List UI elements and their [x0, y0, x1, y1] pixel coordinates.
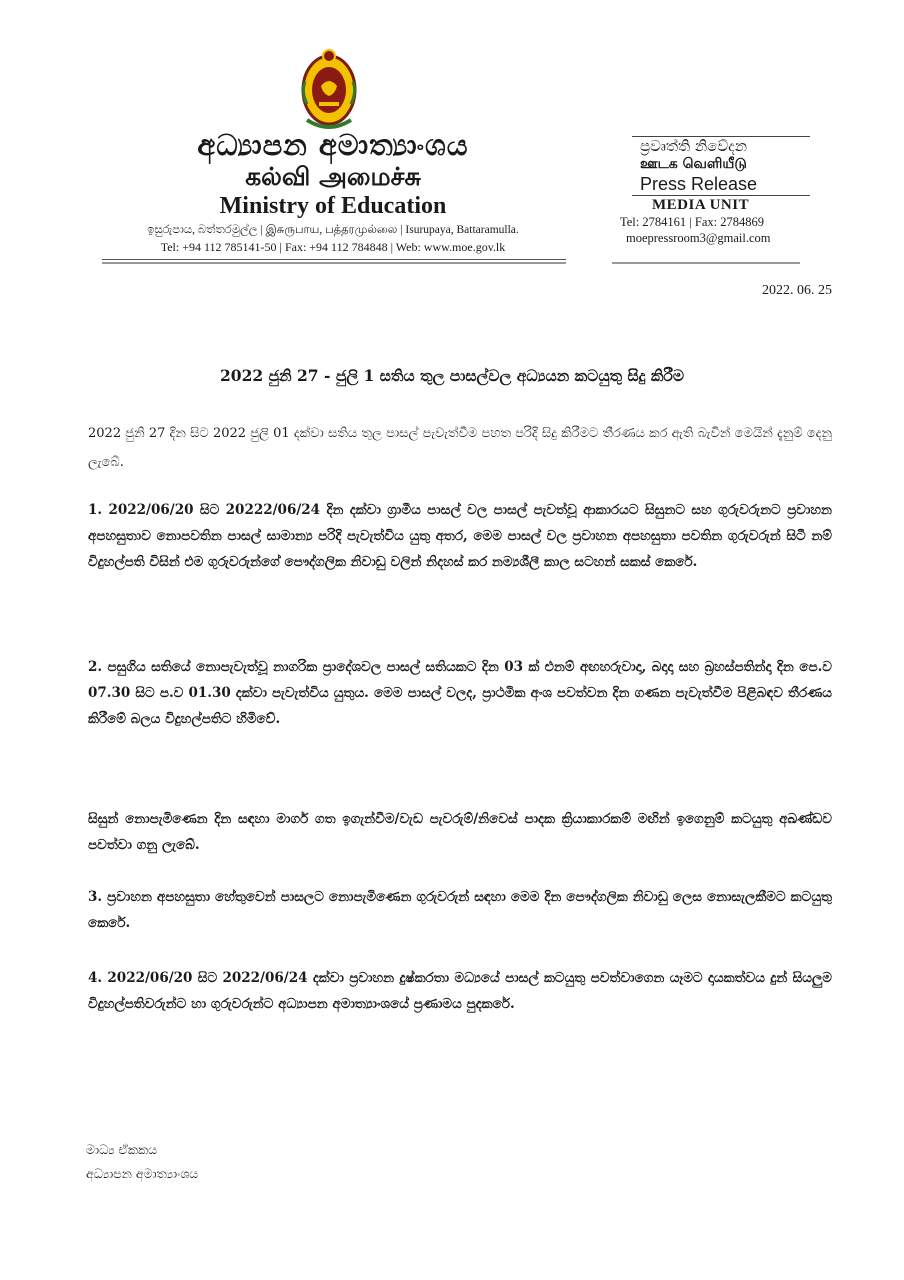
intro-paragraph: 2022 ජුනි 27 දින සිට 2022 ජුලි 01 දක්වා සතිය තුල පාසල් පැවැත්වීම පහත පරිදි සිදු කිරීමට තීරණය කර ඇති බැවින් මෙයින් දැනුම් දෙනු ලැබේ. — [88, 426, 832, 470]
press-label-sinhala: ප්‍රවෘත්ති නිවේදන — [640, 137, 748, 155]
signature-block — [86, 1138, 198, 1186]
release-date: 2022. 06. 25 — [762, 283, 832, 298]
sri-lanka-emblem-icon — [297, 42, 361, 132]
header-divider — [102, 259, 566, 260]
point-1: 1. 2022/06/20 සිට 20222/06/24 දින දක්වා ග්‍රාමීය පාසල් වල පාසල් පැවත්වූ ආකාරයට සිසුනට සහ ගුරුවරුනට ප්‍රවාහන අපහසුතාව නොපවතින පාසල් සාමාන්‍ය පරිදි පැවැත්විය යුතු අතර, මෙම පාසල් වල ප්‍රවාහන අපහසුතා පවතින ගුරුවරුන් සිටී නම් විදුහල්පති විසින් එම ගුරුවරුන්ගේ පෞද්ගලික නිවාඩු වලින් නිදහස් කර නම්‍යශීලී කාල සටහන් සකස් කෙරේ. — [88, 502, 832, 570]
ministry-address: ඉසුරුපාය, බත්තරමුල්ල | இசுருபாய, பத்தரமுல்லை | Isurupaya, Battaramulla. — [147, 224, 519, 236]
press-label-english: Press Release — [640, 174, 758, 194]
point-4: 4. 2022/06/20 සිට 2022/06/24 දක්වා ප්‍රවාහන දුෂ්කරතා මධ්‍යයේ පාසල් කටයුතු පවත්වාගෙන යෑමට දායකත්වය දුන් සියලුම විදුහල්පතිවරුන්ට හා ගුරුවරුන්ට අධ්‍යාපන අමාත්‍යාංශයේ ප්‍රණාමය පුදකරේ. — [88, 970, 832, 1012]
media-unit-phone: Tel: 2784161 | Fax: 2784869 — [620, 215, 764, 229]
header-divider-thick — [102, 262, 566, 264]
document-title: 2022 ජුනි 27 - ජුලි 1 සතිය තුල පාසල්වල අධ්‍යයන කටයුතු සිදු කිරීම — [220, 366, 684, 385]
footer-ministry: අධ්‍යාපන අමාත්‍යාංශය — [86, 1166, 199, 1181]
ministry-name-english: Ministry of Education — [219, 193, 447, 219]
ministry-name-tamil: கல்வி அமைச்சு — [245, 162, 421, 191]
point-3: 3. ප්‍රවාහන අපහසුතා හේතුවෙන් පාසලට නොපැමිණෙන ගුරුවරුන් සඳහා මෙම දින පෞද්ගලික නිවාඩු ලෙස නොසැලකීමට කටයුතු කෙරේ. — [88, 889, 832, 931]
ministry-name-sinhala: අධ්‍යාපන අමාත්‍යාංශය — [197, 128, 469, 162]
point-2: 2. පසුගිය සතියේ නොපැවැත්වූ නාගරික ප්‍රාදේශවල පාසල් සතියකට දින 03 ක් එනම් අඟහරුවාදා, බදාදා සහ බ්‍රහස්පතින්දා දින පෙ.ව 07.30 සිට ප.ව 01.30 දක්වා පැවැත්විය යුතුය. මෙම පාසල් වලද, ප්‍රාථමික අංශ පවත්වන දින ගණන පැවැත්වීම පිළිබඳව තීරණය කිරීමේ බලය විදුහල්පතිට හිමිවේ. — [88, 659, 832, 727]
point-2-note: සිසුන් නොපැමිණෙන දින සඳහා මාර්ග ගත ඉගැන්වීම/වැඩ පැවරුම්/නිවෙස් පාදක ක්‍රියාකාරකම් මඟින් ඉගෙනුම් කටයුතු අඛණ්ඩව පවත්වා ගනු ලැබේ. — [88, 811, 832, 853]
ministry-header — [100, 128, 566, 256]
press-release-box — [612, 136, 806, 246]
footer-unit: මාධ්‍ය ඒකකය — [86, 1142, 158, 1157]
media-unit-email: moepressroom3@gmail.com — [626, 231, 771, 245]
press-label-tamil: ஊடக வெளியீடு — [640, 156, 747, 172]
media-unit-label: MEDIA UNIT — [652, 197, 750, 213]
ministry-contact: Tel: +94 112 785141-50 | Fax: +94 112 784848 | Web: www.moe.gov.lk — [160, 240, 506, 254]
press-divider-rule — [612, 262, 800, 264]
